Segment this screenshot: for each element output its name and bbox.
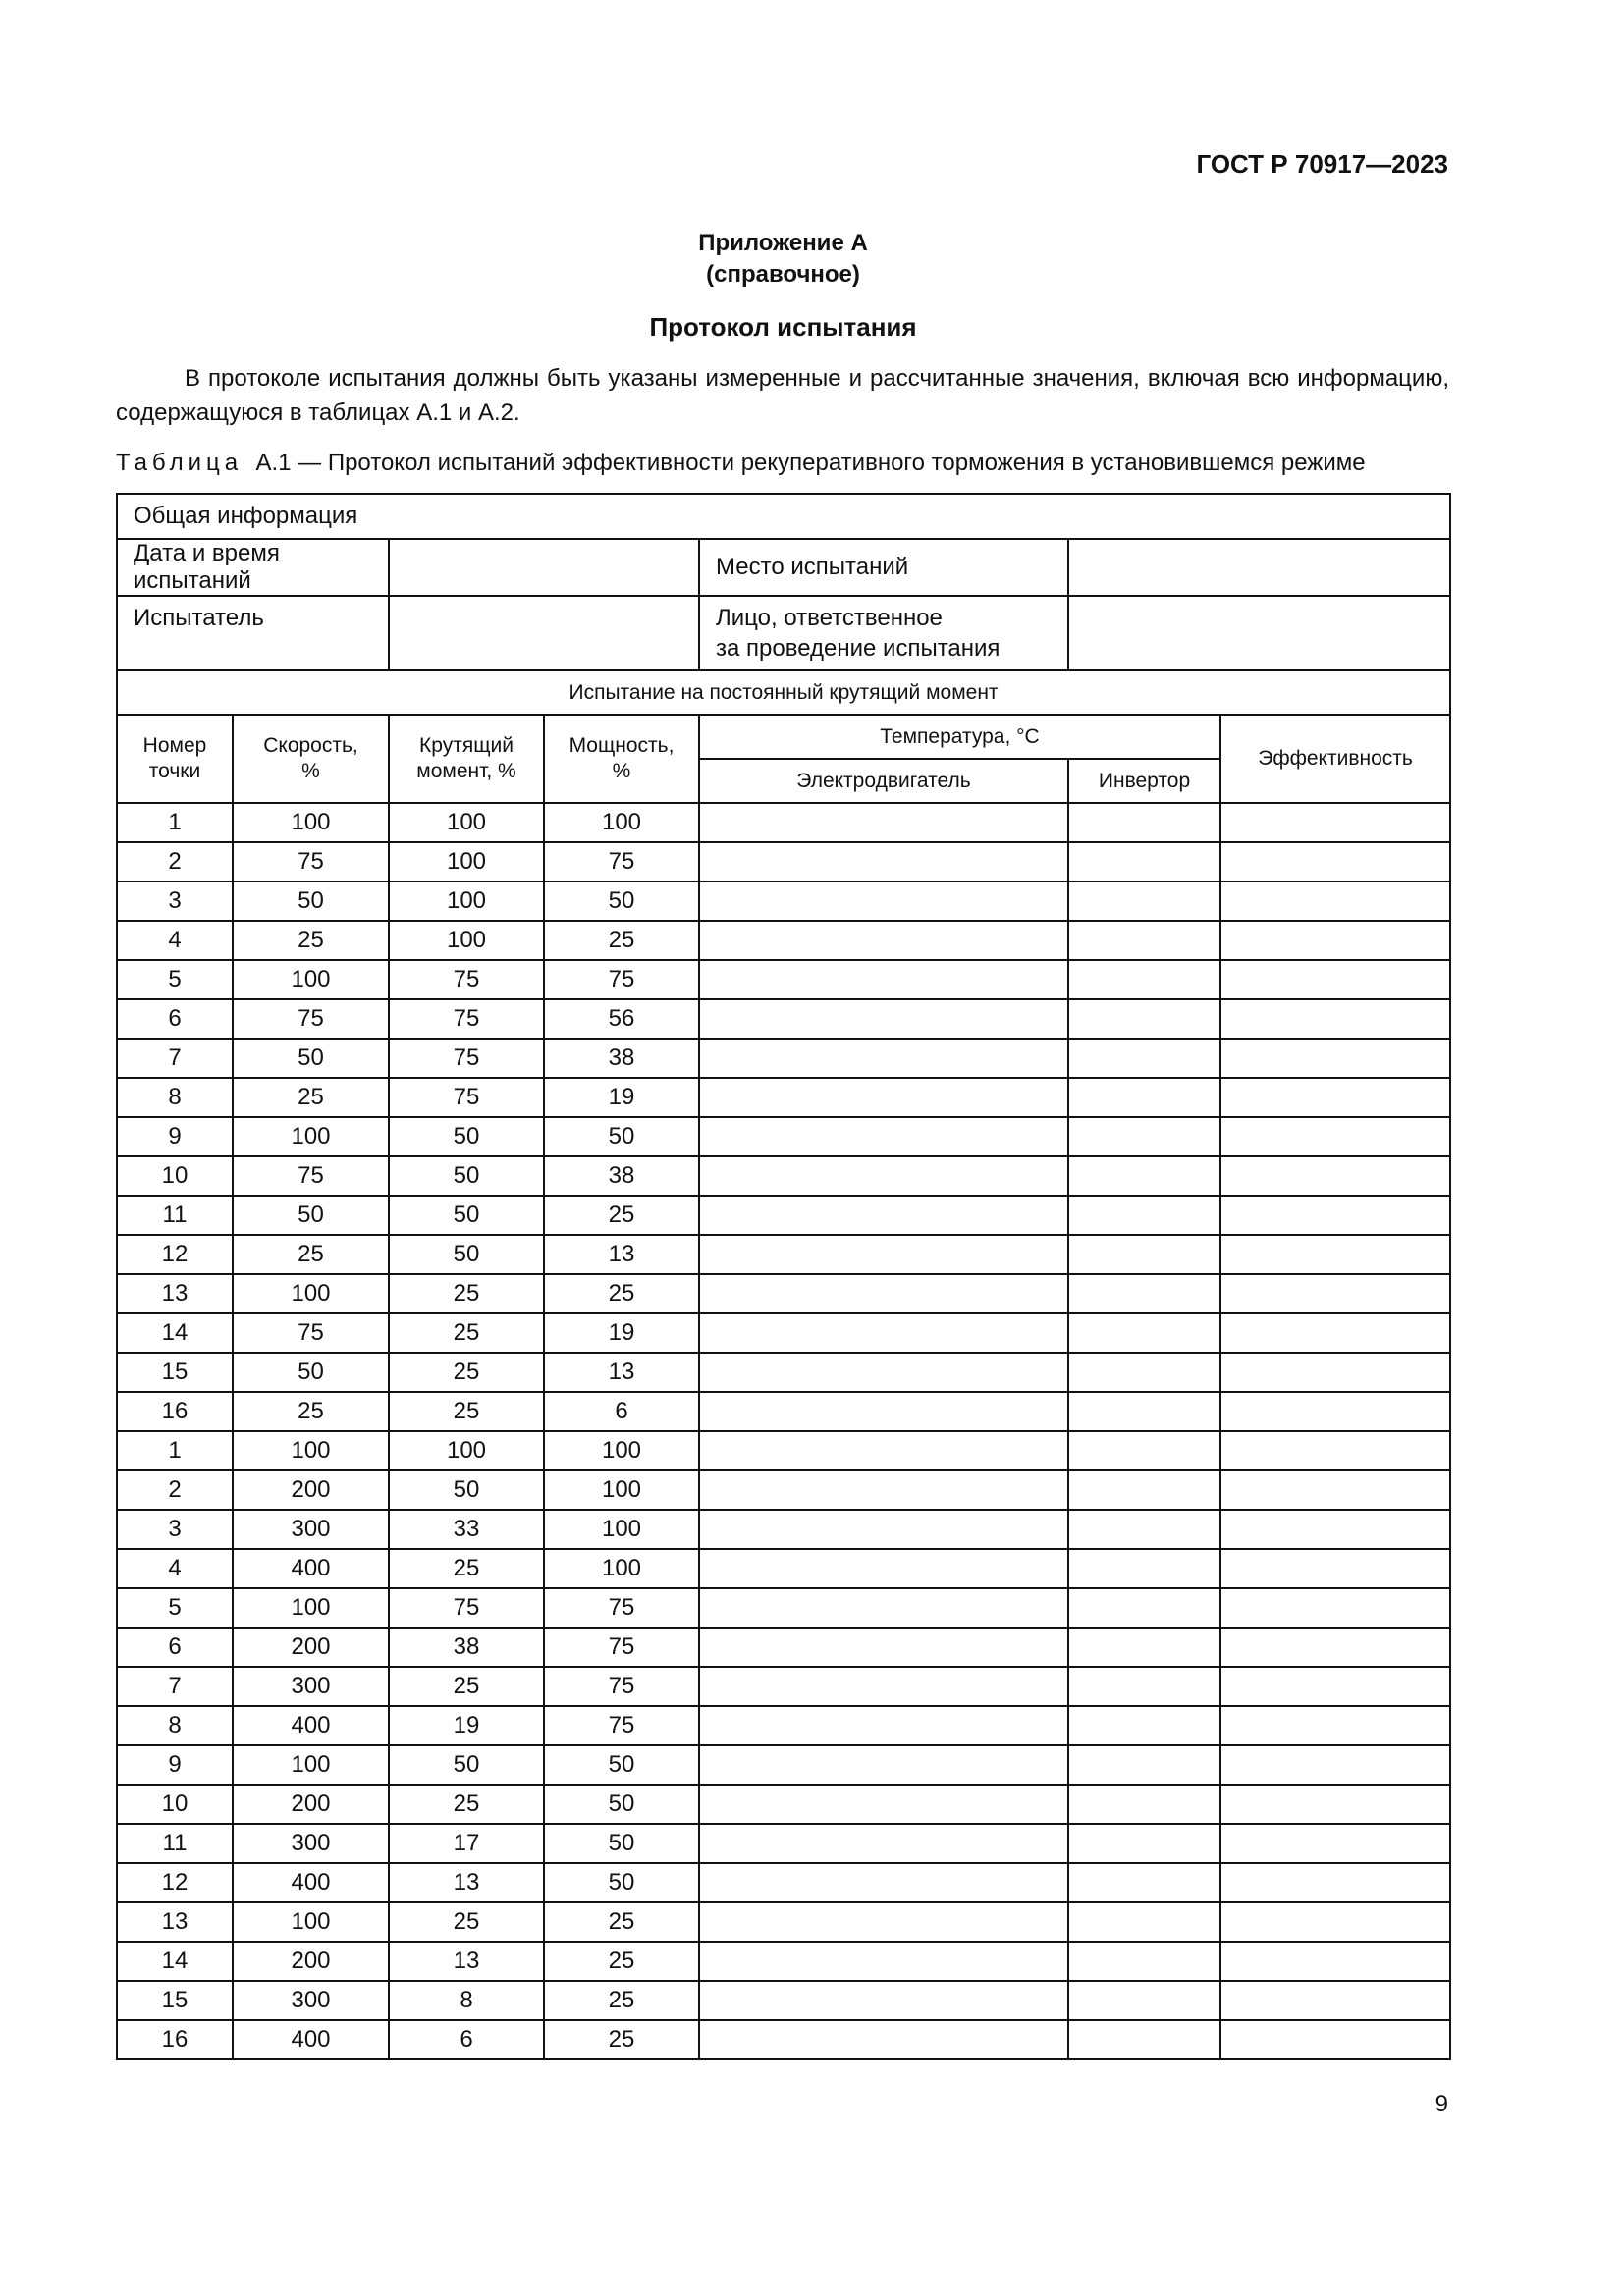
efficiency-cell[interactable] — [1220, 1824, 1450, 1863]
power-cell: 75 — [544, 1628, 699, 1667]
torque-cell: 19 — [389, 1706, 544, 1745]
test-place-label: Место испытаний — [699, 539, 1068, 596]
point-number-cell: 9 — [117, 1745, 233, 1785]
point-number-cell: 16 — [117, 1392, 233, 1431]
appendix-heading — [0, 228, 1566, 291]
power-cell: 25 — [544, 1981, 699, 2020]
speed-cell: 100 — [233, 1274, 389, 1313]
table-row — [117, 1745, 1450, 1785]
point-number-cell: 7 — [117, 1039, 233, 1078]
inverter-temperature-cell[interactable] — [1068, 1706, 1220, 1745]
table-row — [117, 1549, 1450, 1588]
motor-temperature-cell[interactable] — [699, 1981, 1068, 2020]
power-cell: 25 — [544, 1196, 699, 1235]
table-row — [117, 1588, 1450, 1628]
point-number-cell: 7 — [117, 1667, 233, 1706]
point-number-cell: 11 — [117, 1196, 233, 1235]
col-header-speed — [233, 715, 389, 803]
efficiency-cell[interactable] — [1220, 1902, 1450, 1942]
table-row — [117, 921, 1450, 960]
power-cell: 38 — [544, 1039, 699, 1078]
power-cell: 100 — [544, 803, 699, 842]
table-row — [117, 1863, 1450, 1902]
efficiency-cell[interactable] — [1220, 1981, 1450, 2020]
speed-cell: 50 — [233, 1039, 389, 1078]
torque-cell: 100 — [389, 803, 544, 842]
point-number-cell: 5 — [117, 960, 233, 999]
efficiency-cell[interactable] — [1220, 1313, 1450, 1353]
inverter-temperature-cell[interactable] — [1068, 960, 1220, 999]
inverter-temperature-cell[interactable] — [1068, 1117, 1220, 1156]
power-cell: 100 — [544, 1431, 699, 1470]
speed-cell: 200 — [233, 1785, 389, 1824]
motor-temperature-cell[interactable] — [699, 803, 1068, 842]
test-protocol-table — [116, 493, 1451, 2060]
efficiency-cell[interactable] — [1220, 999, 1450, 1039]
power-cell: 19 — [544, 1078, 699, 1117]
speed-cell: 400 — [233, 2020, 389, 2059]
torque-cell: 25 — [389, 1274, 544, 1313]
efficiency-cell[interactable] — [1220, 1745, 1450, 1785]
efficiency-cell[interactable] — [1220, 1039, 1450, 1078]
motor-temperature-cell[interactable] — [699, 999, 1068, 1039]
inverter-temperature-cell[interactable] — [1068, 1313, 1220, 1353]
efficiency-cell[interactable] — [1220, 1470, 1450, 1510]
torque-cell: 13 — [389, 1942, 544, 1981]
motor-temperature-cell[interactable] — [699, 1863, 1068, 1902]
power-cell: 75 — [544, 842, 699, 881]
table-row — [117, 1156, 1450, 1196]
efficiency-cell[interactable] — [1220, 1156, 1450, 1196]
motor-temperature-cell[interactable] — [699, 1313, 1068, 1353]
table-row — [117, 1706, 1450, 1745]
table-row — [117, 881, 1450, 921]
inverter-temperature-cell[interactable] — [1068, 1078, 1220, 1117]
speed-cell: 100 — [233, 1745, 389, 1785]
torque-cell: 25 — [389, 1667, 544, 1706]
motor-temperature-cell[interactable] — [699, 1902, 1068, 1942]
motor-temperature-cell[interactable] — [699, 1588, 1068, 1628]
power-cell: 6 — [544, 1392, 699, 1431]
inverter-temperature-cell[interactable] — [1068, 1549, 1220, 1588]
inverter-temperature-cell[interactable] — [1068, 1470, 1220, 1510]
point-number-cell: 1 — [117, 803, 233, 842]
speed-cell: 300 — [233, 1981, 389, 2020]
appendix-subtitle: (справочное) — [706, 261, 860, 288]
table-row — [117, 1039, 1450, 1078]
motor-temperature-cell[interactable] — [699, 1431, 1068, 1470]
point-number-cell: 8 — [117, 1078, 233, 1117]
motor-temperature-cell[interactable] — [699, 1667, 1068, 1706]
responsible-person-value[interactable] — [1068, 596, 1450, 670]
efficiency-cell[interactable] — [1220, 1706, 1450, 1745]
torque-cell: 25 — [389, 1902, 544, 1942]
table-row — [117, 1431, 1450, 1470]
col-header-point-line-1: Номер — [142, 734, 207, 757]
col-header-power-line-2: % — [612, 760, 631, 782]
speed-cell: 200 — [233, 1942, 389, 1981]
speed-cell: 75 — [233, 999, 389, 1039]
torque-cell: 100 — [389, 881, 544, 921]
efficiency-cell[interactable] — [1220, 1785, 1450, 1824]
speed-cell: 400 — [233, 1863, 389, 1902]
torque-cell: 50 — [389, 1235, 544, 1274]
inverter-temperature-cell[interactable] — [1068, 1196, 1220, 1235]
efficiency-cell[interactable] — [1220, 1274, 1450, 1313]
motor-temperature-cell[interactable] — [699, 1156, 1068, 1196]
torque-cell: 6 — [389, 2020, 544, 2059]
power-cell: 75 — [544, 1706, 699, 1745]
motor-temperature-cell[interactable] — [699, 881, 1068, 921]
point-number-cell: 2 — [117, 842, 233, 881]
col-header-torque-line-1: Крутящий — [419, 734, 514, 757]
efficiency-cell[interactable] — [1220, 1196, 1450, 1235]
col-header-point-line-2: точки — [148, 760, 201, 782]
col-header-power-line-1: Мощность, — [568, 734, 675, 757]
tester-value[interactable] — [389, 596, 699, 670]
speed-cell: 25 — [233, 1235, 389, 1274]
speed-cell: 100 — [233, 803, 389, 842]
inverter-temperature-cell[interactable] — [1068, 1981, 1220, 2020]
power-cell: 25 — [544, 921, 699, 960]
point-number-cell: 10 — [117, 1785, 233, 1824]
point-number-cell: 6 — [117, 1628, 233, 1667]
motor-temperature-cell[interactable] — [699, 1235, 1068, 1274]
efficiency-cell[interactable] — [1220, 2020, 1450, 2059]
table-row — [117, 1470, 1450, 1510]
inverter-temperature-cell[interactable] — [1068, 1863, 1220, 1902]
speed-cell: 400 — [233, 1706, 389, 1745]
power-cell: 38 — [544, 1156, 699, 1196]
power-cell: 75 — [544, 1667, 699, 1706]
torque-cell: 38 — [389, 1628, 544, 1667]
torque-cell: 25 — [389, 1785, 544, 1824]
speed-cell: 100 — [233, 960, 389, 999]
torque-cell: 8 — [389, 1981, 544, 2020]
col-header-inverter: Инвертор — [1068, 759, 1220, 803]
efficiency-cell[interactable] — [1220, 1510, 1450, 1549]
inverter-temperature-cell[interactable] — [1068, 999, 1220, 1039]
motor-temperature-cell[interactable] — [699, 1824, 1068, 1863]
tester-label: Испытатель — [117, 596, 389, 670]
table-row — [117, 803, 1450, 842]
table-caption-text: А.1 — Протокол испытаний эффективности рекуперативного торможения в установившемся режиме — [255, 450, 1366, 476]
motor-temperature-cell[interactable] — [699, 921, 1068, 960]
power-cell: 75 — [544, 1588, 699, 1628]
efficiency-cell[interactable] — [1220, 842, 1450, 881]
torque-cell: 100 — [389, 1431, 544, 1470]
torque-cell: 50 — [389, 1156, 544, 1196]
inverter-temperature-cell[interactable] — [1068, 1510, 1220, 1549]
power-cell: 19 — [544, 1313, 699, 1353]
point-number-cell: 10 — [117, 1156, 233, 1196]
date-time-label: Дата и время испытаний — [117, 539, 389, 596]
table-row — [117, 999, 1450, 1039]
inverter-temperature-cell[interactable] — [1068, 1667, 1220, 1706]
speed-cell: 50 — [233, 881, 389, 921]
power-cell: 50 — [544, 1785, 699, 1824]
power-cell: 13 — [544, 1235, 699, 1274]
power-cell: 25 — [544, 2020, 699, 2059]
torque-cell: 50 — [389, 1745, 544, 1785]
point-number-cell: 13 — [117, 1902, 233, 1942]
table-row — [117, 1824, 1450, 1863]
speed-cell: 200 — [233, 1470, 389, 1510]
data-rows — [117, 803, 1450, 2059]
power-cell: 56 — [544, 999, 699, 1039]
efficiency-cell[interactable] — [1220, 881, 1450, 921]
table-row — [117, 1667, 1450, 1706]
speed-cell: 100 — [233, 1117, 389, 1156]
torque-cell: 50 — [389, 1117, 544, 1156]
inverter-temperature-cell[interactable] — [1068, 2020, 1220, 2059]
table-row — [117, 1078, 1450, 1117]
col-header-speed-line-2: % — [301, 760, 320, 782]
power-cell: 50 — [544, 1745, 699, 1785]
motor-temperature-cell[interactable] — [699, 1392, 1068, 1431]
inverter-temperature-cell[interactable] — [1068, 881, 1220, 921]
speed-cell: 300 — [233, 1824, 389, 1863]
torque-cell: 25 — [389, 1353, 544, 1392]
torque-cell: 25 — [389, 1392, 544, 1431]
inverter-temperature-cell[interactable] — [1068, 1785, 1220, 1824]
motor-temperature-cell[interactable] — [699, 2020, 1068, 2059]
col-header-torque-line-2: момент, % — [416, 760, 516, 782]
efficiency-cell[interactable] — [1220, 1942, 1450, 1981]
col-header-power — [544, 715, 699, 803]
table-row — [117, 1628, 1450, 1667]
power-cell: 25 — [544, 1902, 699, 1942]
efficiency-cell[interactable] — [1220, 1431, 1450, 1470]
page-number: 9 — [1435, 2091, 1448, 2117]
motor-temperature-cell[interactable] — [699, 1942, 1068, 1981]
motor-temperature-cell[interactable] — [699, 1039, 1068, 1078]
table-caption — [116, 450, 1366, 477]
table-caption-prefix: Таблица — [116, 450, 244, 476]
power-cell: 25 — [544, 1942, 699, 1981]
point-number-cell: 16 — [117, 2020, 233, 2059]
point-number-cell: 12 — [117, 1863, 233, 1902]
speed-cell: 100 — [233, 1902, 389, 1942]
inverter-temperature-cell[interactable] — [1068, 921, 1220, 960]
col-header-motor: Электродвигатель — [699, 759, 1068, 803]
date-time-value[interactable] — [389, 539, 699, 596]
efficiency-cell[interactable] — [1220, 960, 1450, 999]
efficiency-cell[interactable] — [1220, 803, 1450, 842]
table-row — [117, 1313, 1450, 1353]
power-cell: 100 — [544, 1549, 699, 1588]
torque-cell: 25 — [389, 1549, 544, 1588]
appendix-title: Приложение А — [698, 230, 868, 256]
speed-cell: 75 — [233, 1156, 389, 1196]
general-info-heading: Общая информация — [117, 494, 1450, 539]
point-number-cell: 3 — [117, 1510, 233, 1549]
speed-cell: 25 — [233, 1078, 389, 1117]
inverter-temperature-cell[interactable] — [1068, 1156, 1220, 1196]
power-cell: 13 — [544, 1353, 699, 1392]
speed-cell: 50 — [233, 1353, 389, 1392]
efficiency-cell[interactable] — [1220, 1392, 1450, 1431]
speed-cell: 75 — [233, 842, 389, 881]
table-row — [117, 1510, 1450, 1549]
point-number-cell: 1 — [117, 1431, 233, 1470]
inverter-temperature-cell[interactable] — [1068, 1431, 1220, 1470]
point-number-cell: 5 — [117, 1588, 233, 1628]
table-row — [117, 1942, 1450, 1981]
motor-temperature-cell[interactable] — [699, 1628, 1068, 1667]
speed-cell: 25 — [233, 921, 389, 960]
torque-cell: 100 — [389, 842, 544, 881]
col-header-point — [117, 715, 233, 803]
speed-cell: 300 — [233, 1510, 389, 1549]
motor-temperature-cell[interactable] — [699, 1510, 1068, 1549]
responsible-person-label — [699, 596, 1068, 670]
responsible-label-line-1: Лицо, ответственное — [716, 605, 943, 631]
inverter-temperature-cell[interactable] — [1068, 1942, 1220, 1981]
point-number-cell: 6 — [117, 999, 233, 1039]
point-number-cell: 9 — [117, 1117, 233, 1156]
intro-paragraph: В протоколе испытания должны быть указаны измеренные и рассчитанные значения, включая всю информацию, содержащуюся в таблицах А.1 и А.2. — [116, 365, 1449, 426]
point-number-cell: 13 — [117, 1274, 233, 1313]
inverter-temperature-cell[interactable] — [1068, 1628, 1220, 1667]
torque-cell: 75 — [389, 999, 544, 1039]
torque-cell: 100 — [389, 921, 544, 960]
col-header-temperature: Температура, °С — [699, 715, 1220, 759]
torque-cell: 17 — [389, 1824, 544, 1863]
efficiency-cell[interactable] — [1220, 1078, 1450, 1117]
power-cell: 25 — [544, 1274, 699, 1313]
torque-cell: 25 — [389, 1313, 544, 1353]
point-number-cell: 12 — [117, 1235, 233, 1274]
col-header-torque — [389, 715, 544, 803]
point-number-cell: 15 — [117, 1981, 233, 2020]
torque-cell: 75 — [389, 960, 544, 999]
inverter-temperature-cell[interactable] — [1068, 1902, 1220, 1942]
table-row — [117, 2020, 1450, 2059]
test-place-value[interactable] — [1068, 539, 1450, 596]
motor-temperature-cell[interactable] — [699, 1353, 1068, 1392]
efficiency-cell[interactable] — [1220, 1235, 1450, 1274]
inverter-temperature-cell[interactable] — [1068, 1274, 1220, 1313]
power-cell: 100 — [544, 1470, 699, 1510]
table-row — [117, 842, 1450, 881]
table-row — [117, 960, 1450, 999]
motor-temperature-cell[interactable] — [699, 1785, 1068, 1824]
torque-cell: 50 — [389, 1470, 544, 1510]
speed-cell: 75 — [233, 1313, 389, 1353]
speed-cell: 25 — [233, 1392, 389, 1431]
section-title: Протокол испытания — [649, 312, 917, 342]
motor-temperature-cell[interactable] — [699, 1706, 1068, 1745]
table-row — [117, 1392, 1450, 1431]
efficiency-cell[interactable] — [1220, 1628, 1450, 1667]
efficiency-cell[interactable] — [1220, 921, 1450, 960]
inverter-temperature-cell[interactable] — [1068, 1235, 1220, 1274]
document-code: ГОСТ Р 70917—2023 — [1196, 149, 1448, 179]
col-header-efficiency: Эффективность — [1220, 715, 1450, 803]
table-row — [117, 1117, 1450, 1156]
point-number-cell: 4 — [117, 921, 233, 960]
speed-cell: 200 — [233, 1628, 389, 1667]
inverter-temperature-cell[interactable] — [1068, 1392, 1220, 1431]
motor-temperature-cell[interactable] — [699, 1470, 1068, 1510]
point-number-cell: 3 — [117, 881, 233, 921]
torque-cell: 13 — [389, 1863, 544, 1902]
inverter-temperature-cell[interactable] — [1068, 842, 1220, 881]
motor-temperature-cell[interactable] — [699, 960, 1068, 999]
power-cell: 50 — [544, 1117, 699, 1156]
motor-temperature-cell[interactable] — [699, 1549, 1068, 1588]
efficiency-cell[interactable] — [1220, 1117, 1450, 1156]
efficiency-cell[interactable] — [1220, 1667, 1450, 1706]
power-cell: 50 — [544, 1824, 699, 1863]
power-cell: 50 — [544, 881, 699, 921]
inverter-temperature-cell[interactable] — [1068, 1039, 1220, 1078]
table-row — [117, 1353, 1450, 1392]
table-row — [117, 1902, 1450, 1942]
inverter-temperature-cell[interactable] — [1068, 1745, 1220, 1785]
point-number-cell: 14 — [117, 1942, 233, 1981]
torque-cell: 33 — [389, 1510, 544, 1549]
table-row — [117, 1274, 1450, 1313]
efficiency-cell[interactable] — [1220, 1588, 1450, 1628]
speed-cell: 300 — [233, 1667, 389, 1706]
power-cell: 75 — [544, 960, 699, 999]
motor-temperature-cell[interactable] — [699, 842, 1068, 881]
torque-cell: 75 — [389, 1588, 544, 1628]
point-number-cell: 15 — [117, 1353, 233, 1392]
point-number-cell: 11 — [117, 1824, 233, 1863]
efficiency-cell[interactable] — [1220, 1353, 1450, 1392]
motor-temperature-cell[interactable] — [699, 1196, 1068, 1235]
torque-cell: 75 — [389, 1078, 544, 1117]
table-row — [117, 1196, 1450, 1235]
test-section-title: Испытание на постоянный крутящий момент — [117, 670, 1450, 715]
speed-cell: 100 — [233, 1431, 389, 1470]
speed-cell: 50 — [233, 1196, 389, 1235]
table-row — [117, 1235, 1450, 1274]
torque-cell: 50 — [389, 1196, 544, 1235]
torque-cell: 75 — [389, 1039, 544, 1078]
table-row — [117, 1785, 1450, 1824]
point-number-cell: 8 — [117, 1706, 233, 1745]
table-row — [117, 1981, 1450, 2020]
motor-temperature-cell[interactable] — [699, 1117, 1068, 1156]
inverter-temperature-cell[interactable] — [1068, 1588, 1220, 1628]
point-number-cell: 2 — [117, 1470, 233, 1510]
efficiency-cell[interactable] — [1220, 1549, 1450, 1588]
motor-temperature-cell[interactable] — [699, 1274, 1068, 1313]
col-header-speed-line-1: Скорость, — [263, 734, 358, 757]
motor-temperature-cell[interactable] — [699, 1745, 1068, 1785]
efficiency-cell[interactable] — [1220, 1863, 1450, 1902]
power-cell: 50 — [544, 1863, 699, 1902]
inverter-temperature-cell[interactable] — [1068, 803, 1220, 842]
speed-cell: 100 — [233, 1588, 389, 1628]
responsible-label-line-2: за проведение испытания — [716, 635, 1001, 662]
speed-cell: 400 — [233, 1549, 389, 1588]
point-number-cell: 14 — [117, 1313, 233, 1353]
point-number-cell: 4 — [117, 1549, 233, 1588]
power-cell: 100 — [544, 1510, 699, 1549]
inverter-temperature-cell[interactable] — [1068, 1824, 1220, 1863]
motor-temperature-cell[interactable] — [699, 1078, 1068, 1117]
inverter-temperature-cell[interactable] — [1068, 1353, 1220, 1392]
